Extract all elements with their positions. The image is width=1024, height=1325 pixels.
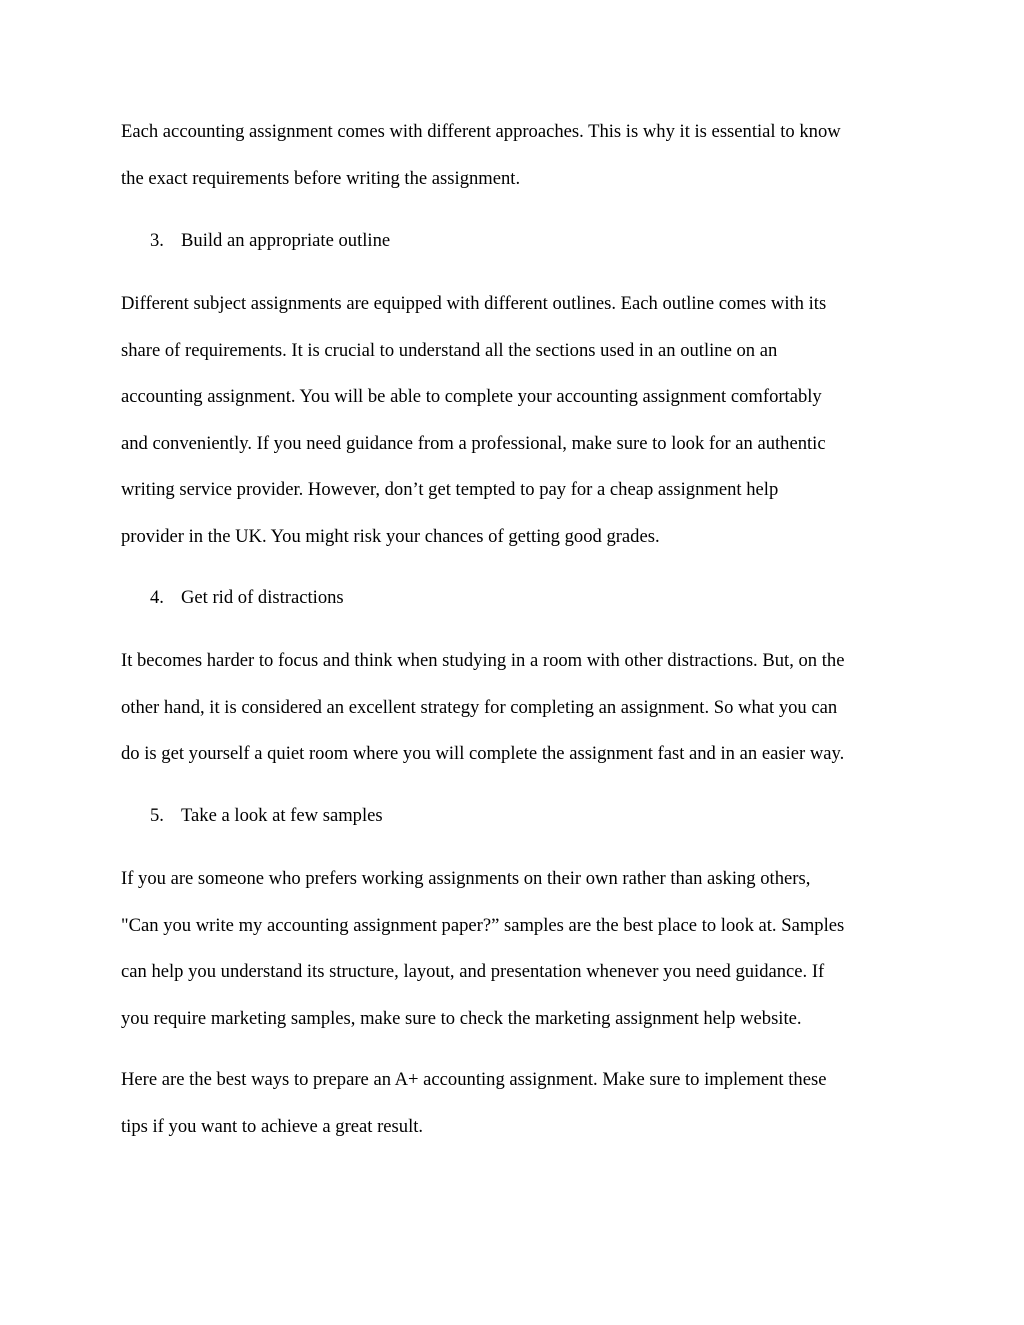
text-line: accounting assignment. You will be able to complete your accounting assignment comfortably — [121, 386, 822, 407]
list-heading-text: Build an appropriate outline — [181, 230, 391, 251]
text-line: writing service provider. However, don’t get tempted to pay for a cheap assignment help — [121, 479, 779, 500]
paragraph-samples — [121, 856, 921, 1042]
text-line: share of requirements. It is crucial to understand all the sections used in an outline on an — [121, 339, 778, 361]
text-line: and conveniently. If you need guidance from a professional, make sure to look for an authentic — [121, 432, 826, 454]
text-line: can help you understand its structure, layout, and presentation whenever you need guidance. If — [121, 961, 825, 982]
text-line: "Can you write my accounting assignment paper?” samples are the best place to look at. Samples — [121, 914, 845, 936]
paragraph-outline — [121, 281, 921, 560]
text-line: If you are someone who prefers working assignments on their own rather than asking others, — [121, 868, 811, 889]
text-line: Each accounting assignment comes with different approaches. This is why it is essential to know — [121, 121, 841, 142]
text-line: other hand, it is considered an excellent strategy for completing an assignment. So what you can — [121, 696, 838, 718]
text-line: the exact requirements before writing the assignment. — [121, 167, 521, 189]
text-line: provider in the UK. You might risk your chances of getting good grades. — [121, 525, 660, 547]
paragraph-distractions — [121, 638, 921, 778]
text-line: Different subject assignments are equipped with different outlines. Each outline comes with its — [121, 293, 827, 314]
list-heading-4 — [150, 575, 344, 622]
text-line: you require marketing samples, make sure to check the marketing assignment help website. — [121, 1007, 802, 1029]
list-heading-5 — [150, 793, 383, 840]
list-heading-text: Get rid of distractions — [181, 587, 344, 608]
text-line: Here are the best ways to prepare an A+ accounting assignment. Make sure to implement these — [121, 1069, 827, 1090]
paragraph-conclusion — [121, 1057, 921, 1150]
list-number: 3. — [150, 230, 164, 251]
text-line: It becomes harder to focus and think when studying in a room with other distractions. But, on the — [121, 650, 845, 671]
paragraph-requirements — [121, 109, 921, 202]
list-number: 5. — [150, 805, 164, 826]
list-number: 4. — [150, 587, 164, 608]
list-heading-text: Take a look at few samples — [181, 805, 383, 826]
list-heading-3 — [150, 218, 390, 265]
text-line: do is get yourself a quiet room where you will complete the assignment fast and in an easier way. — [121, 743, 845, 764]
text-line: tips if you want to achieve a great result. — [121, 1115, 424, 1137]
